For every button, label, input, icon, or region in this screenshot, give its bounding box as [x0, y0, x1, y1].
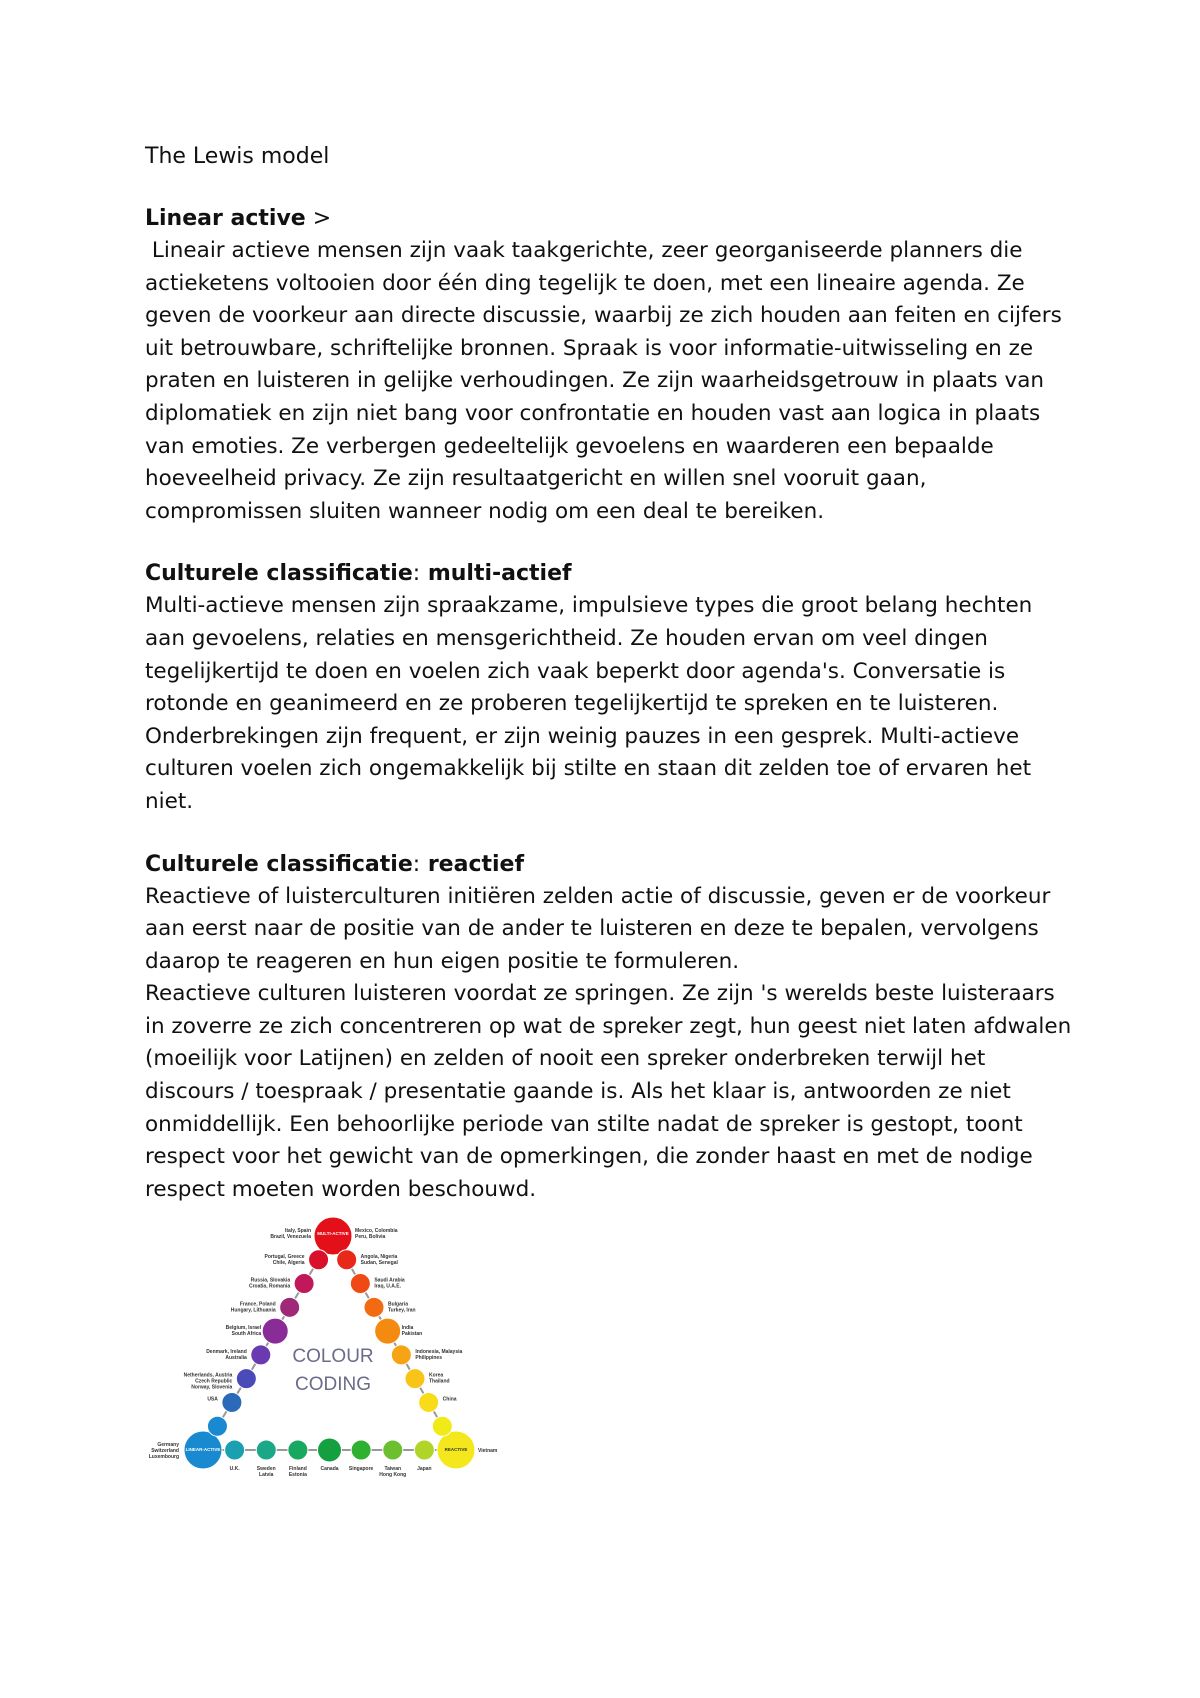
section-multi-actief	[145, 558, 1075, 818]
heading-bold: Linear active	[145, 206, 306, 231]
bottom-country-label: Singapore	[348, 1466, 374, 1472]
left-country-label: Switzerland	[151, 1448, 179, 1454]
left-country-label: Luxembourg	[148, 1454, 179, 1460]
left-country-label: Chile, Algeria	[272, 1259, 305, 1266]
left-country-label: USA	[207, 1396, 218, 1403]
left-country-label: France, Poland	[239, 1301, 276, 1308]
document-page	[145, 140, 1075, 1236]
bottom-chain-node	[383, 1440, 403, 1460]
left-country-label: Italy, Spain	[284, 1228, 311, 1234]
bottom-chain-node	[414, 1440, 434, 1460]
right-chain-node	[375, 1318, 401, 1344]
section-heading	[145, 558, 1075, 590]
left-chain-node	[236, 1369, 256, 1389]
bottom-country-label: Latvia	[259, 1472, 274, 1478]
left-country-label: Norway, Slovenia	[191, 1384, 233, 1391]
right-chain-node	[337, 1250, 357, 1270]
right-country-label: Thailand	[429, 1378, 450, 1385]
bottom-country-label: Canada	[320, 1466, 339, 1472]
left-country-label: Netherlands, Austria	[183, 1372, 233, 1379]
bottom-chain-node	[256, 1440, 276, 1460]
right-country-label: Bulgaria	[388, 1301, 409, 1308]
heading-bold: Culturele classificatie	[145, 851, 413, 877]
left-chain-node	[222, 1392, 242, 1412]
left-chain-node	[280, 1297, 300, 1317]
right-country-label: India	[401, 1325, 414, 1332]
left-country-label: Brazil, Venezuela	[270, 1234, 311, 1240]
colour-coding-triangle	[148, 1210, 518, 1500]
right-country-label: Turkey, Iran	[388, 1307, 416, 1314]
bottom-country-label: Estonia	[288, 1472, 307, 1478]
bottom-country-label: Finland	[288, 1466, 307, 1472]
section-linear-active	[145, 203, 1075, 528]
right-country-label: Indonesia, Malaysia	[415, 1348, 463, 1355]
right-country-label: Vietnam	[478, 1448, 498, 1454]
right-country-label: Sudan, Senegal	[360, 1259, 398, 1266]
section-paragraph: Lineair actieve mensen zijn vaak taakgerichte, zeer georganiseerde planners die actieketens voltooien door één ding tegelijk te doen, met een lineaire agenda. Ze geven de voorkeur aan directe discussie, waarbij ze zich houden aan feiten en cijfers uit betrouwbare, schriftelijke bronnen. Spraak is voor informatie-uitwisseling en ze praten en luisteren in gelijke verhoudingen. Ze zijn waarheidsgetrouw in plaats van diplomatiek en zijn niet bang voor confrontatie en houden vast aan logica in plaats van emoties. Ze verbergen gedeeltelijk gevoelens en waarderen een bepaalde hoeveelheid privacy. Ze zijn resultaatgericht en willen snel vooruit gaan, compromissen sluiten wanneer nodig om een deal te bereiken.	[145, 238, 1069, 524]
right-country-label: Pakistan	[401, 1331, 423, 1338]
right-country-label: China	[442, 1396, 457, 1403]
linear-active-label: LINEAR-ACTIVE	[185, 1447, 221, 1452]
left-country-label: South Africa	[231, 1331, 262, 1338]
heading-bold: Culturele classificatie	[145, 561, 413, 587]
section-paragraph: Reactieve of luisterculturen initiëren zelden actie of discussie, geven er de voorkeur aan eerst naar de positie van de ander te luisteren en deze te bepalen, vervolgens daarop te reageren en hun eigen positie te formuleren.	[145, 883, 1051, 974]
right-chain-node	[350, 1274, 370, 1294]
heading-bold-2: multi-actief	[420, 561, 572, 587]
coding-text: CODING	[295, 1374, 371, 1395]
document-title: The Lewis model	[145, 144, 330, 169]
left-country-label: Denmark, Ireland	[206, 1348, 247, 1355]
section-paragraph: Multi-actieve mensen zijn spraakzame, impulsieve types die groot belang hechten aan gevoelens, relaties en mensgerichtheid. Ze houden ervan om veel dingen tegelijkertijd te doen en voelen zich vaak beperkt door agenda's. Conversatie is rotonde en geanimeerd en ze proberen tegelijkertijd te spreken en te luisteren. Onderbrekingen zijn frequent, er zijn weinig pauzes in een gesprek. Multi-actieve culturen voelen zich ongemakkelijk bij stilte en staan dit zelden toe of ervaren het niet.	[145, 593, 1033, 814]
right-chain-node	[432, 1416, 452, 1436]
right-chain-node	[419, 1392, 439, 1412]
bottom-chain-node	[225, 1440, 245, 1460]
heading-colon: :	[412, 561, 421, 587]
left-country-label: Russia, Slovakia	[250, 1277, 291, 1284]
bottom-country-label: Taiwan	[384, 1466, 402, 1472]
right-chain-node	[391, 1345, 411, 1365]
right-country-label: Mexico, Colombia	[355, 1228, 398, 1234]
heading-bold-2: reactief	[420, 851, 525, 877]
bottom-country-label: U.K.	[229, 1466, 240, 1472]
bottom-chain-node	[351, 1440, 371, 1460]
right-chain-node	[405, 1369, 425, 1389]
bottom-country-label: Hong Kong	[379, 1472, 407, 1478]
section-paragraph: Reactieve culturen luisteren voordat ze springen. Ze zijn 's werelds beste luisteraars in zoverre ze zich concentreren op wat de spreker zegt, hun geest niet laten afdwalen (moeilijk voor Latijnen) en zelden of nooit een spreker onderbreken terwijl het discours / toespraak / presentatie gaande is. Als het klaar is, antwoorden ze niet onmiddellijk. Een behoorlijke periode van stilte nadat de spreker is gestopt, toont respect voor het gewicht van de opmerkingen, die zonder haast en met de nodige respect moeten worden beschouwd.	[145, 981, 1072, 1202]
left-country-label: Hungary, Lithuania	[230, 1307, 276, 1314]
left-country-label: Belgium, Israel	[225, 1325, 262, 1332]
left-country-label: Portugal, Greece	[264, 1253, 305, 1260]
heading-colon: :	[412, 851, 421, 877]
right-country-label: Philippines	[415, 1354, 443, 1361]
section-heading	[145, 203, 1075, 235]
heading-suffix: >	[305, 206, 332, 231]
left-country-label: Croatia, Romania	[248, 1283, 291, 1290]
bottom-chain-node	[318, 1438, 342, 1462]
bottom-country-label: Japan	[417, 1466, 432, 1472]
left-country-label: Czech Republic	[195, 1378, 233, 1385]
colour-text: COLOUR	[292, 1346, 374, 1367]
bottom-chain-node	[288, 1440, 308, 1460]
left-chain-node	[207, 1416, 227, 1436]
right-chain-node	[364, 1297, 384, 1317]
left-country-label: Germany	[157, 1442, 179, 1448]
right-country-label: Korea	[429, 1372, 444, 1379]
left-chain-node	[309, 1250, 329, 1270]
left-chain-node	[262, 1318, 288, 1344]
right-country-label: Peru, Bolivia	[355, 1234, 386, 1240]
multi-active-label: MULTI-ACTIVE	[317, 1231, 349, 1236]
lewis-model-figure	[148, 1210, 518, 1500]
left-chain-node	[294, 1274, 314, 1294]
right-country-label: Iraq, U.A.E.	[374, 1283, 402, 1290]
left-country-label: Australia	[225, 1354, 247, 1361]
section-reactief	[145, 849, 1075, 1207]
bottom-country-label: Sweden	[256, 1466, 276, 1472]
reactive-label: REACTIVE	[444, 1447, 468, 1452]
left-chain-node	[251, 1345, 271, 1365]
right-country-label: Saudi Arabia	[374, 1277, 405, 1284]
right-country-label: Angola, Nigeria	[360, 1253, 398, 1260]
section-heading	[145, 849, 1075, 881]
